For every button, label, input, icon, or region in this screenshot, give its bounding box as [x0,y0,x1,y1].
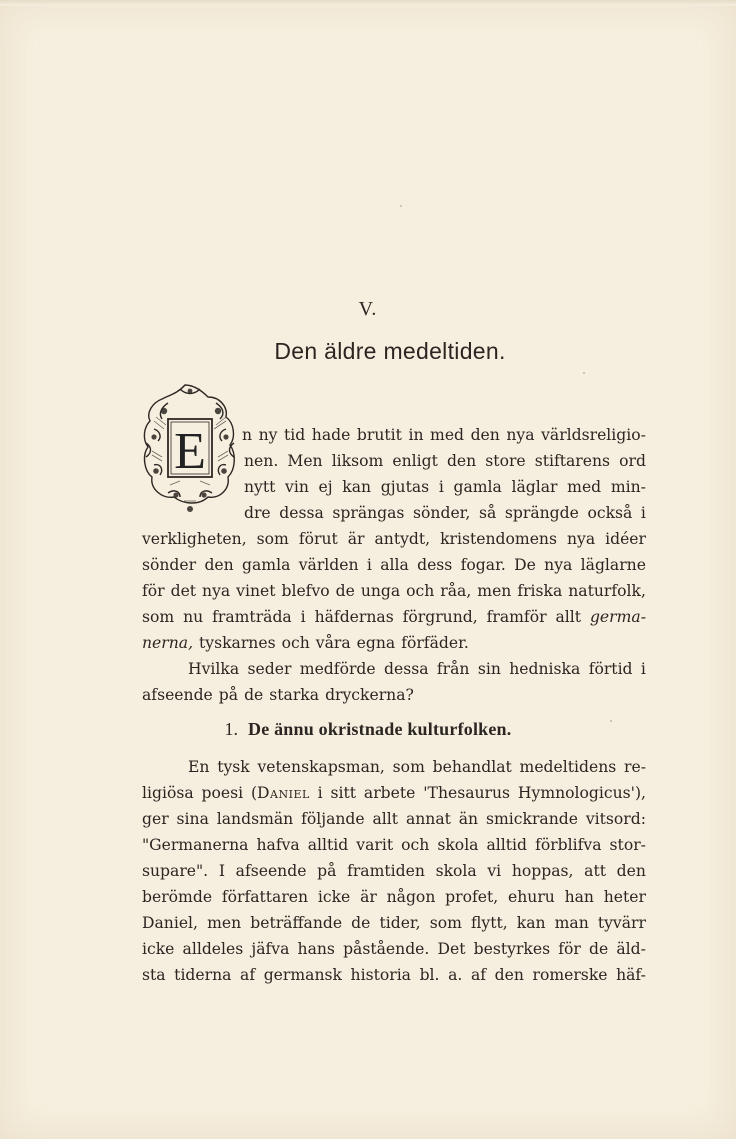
text-line: nen. Men liksom enligt den store stiftarens ord [244,452,646,470]
text-line: En tysk vetenskapsman, som behandlat medeltidens re- [188,758,646,776]
text-line: n ny tid hade brutit in med den nya världsreligio- [242,426,646,444]
text-line: sönder den gamla världen i alla dess fogar. De nya läglarne [142,556,646,574]
section-title: De ännu okristnade kulturfolken. [248,719,512,739]
paper-speck [583,372,585,374]
text-line: sta tiderna af germansk historia bl. a. af den romerske häf- [142,966,646,984]
page-top-edge [0,0,736,6]
chapter-title: Den äldre medeltiden. [274,338,506,364]
text-line: Daniel, men beträffande de tider, som flytt, kan man tyvärr [142,914,646,932]
paper-speck [400,205,402,207]
text-line: för det nya vinet blefvo de unga och råa, men friska naturfolk, [142,582,646,600]
text-line: supare". I afseende på framtiden skola vi hoppas, att den [142,862,646,880]
text-line: ligiösa poesi (Daniel i sitt arbete 'Thesaurus Hymnologicus'), [142,784,646,802]
section-number: 1. [224,719,239,739]
text-line: nerna, tyskarnes och våra egna förfäder. [142,634,469,652]
dropcap-letter: E [174,423,206,480]
text-line: verkligheten, som förut är antydt, kristendomens nya idéer [142,530,646,548]
section-heading [0,719,736,740]
text-line: dre dessa sprängas sönder, så sprängde också i [244,504,646,522]
text-line: ger sina landsmän följande allt annat än smickrande vitsord: [142,810,646,828]
text-line: afseende på de starka dryckerna? [142,686,414,704]
chapter-number: V. [358,298,378,320]
paper-speck [610,720,612,722]
text-line: "Germanerna hafva alltid varit och skola alltid förblifva stor- [142,836,646,854]
text-line: Hvilka seder medförde dessa från sin hedniska förtid i [188,660,646,678]
ornamental-initial-icon [140,381,238,523]
text-line: nytt vin ej kan gjutas i gamla läglar med min- [244,478,646,496]
text-line: icke alldeles jäfva hans påstående. Det bestyrkes för de äld- [142,940,646,958]
text-line: som nu framträda i häfdernas förgrund, framför allt germa- [142,608,646,626]
text-line: berömde författaren icke är någon profet, ehuru han heter [142,888,646,906]
